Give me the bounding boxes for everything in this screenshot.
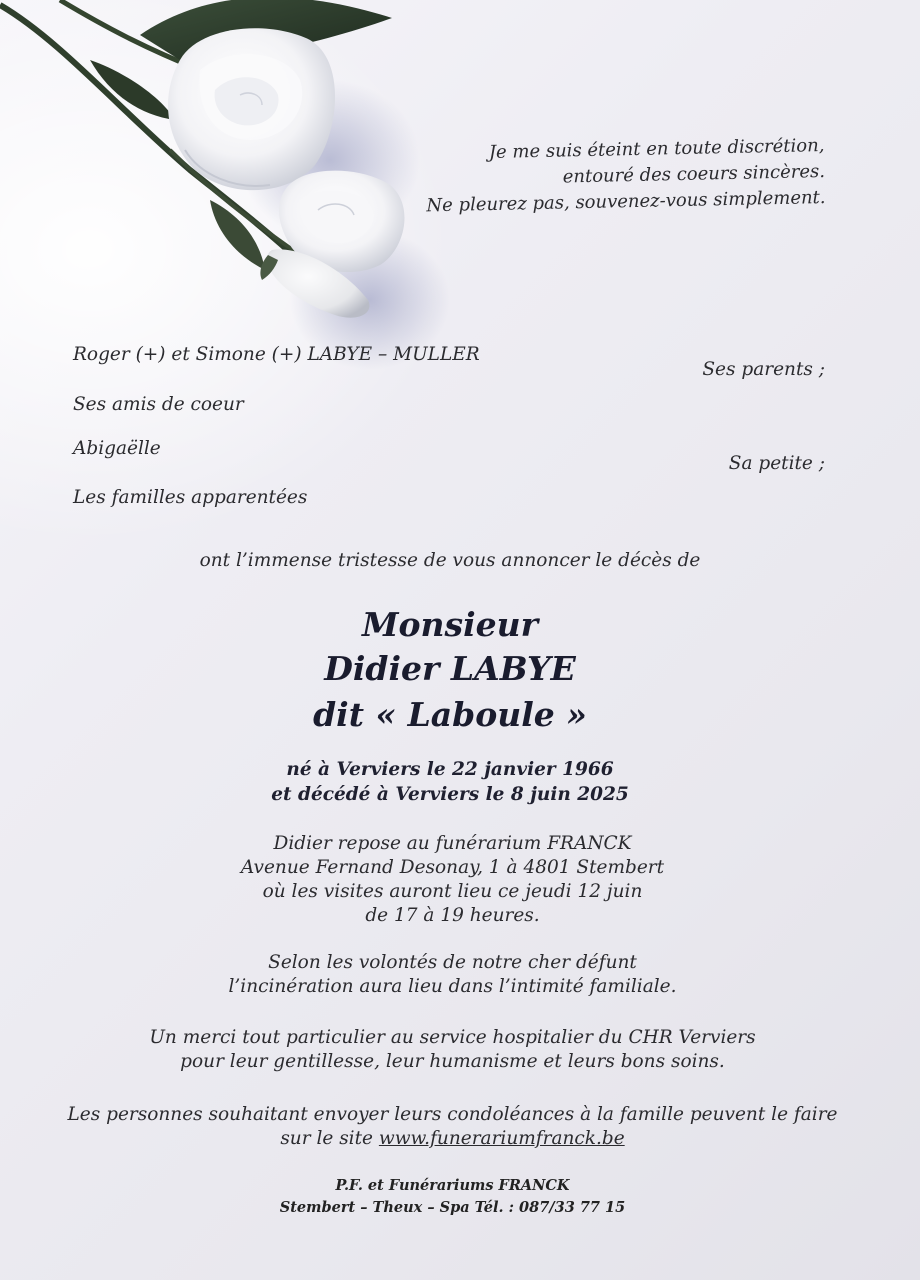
visitation-line-1: Didier repose au funérarium FRANCK	[273, 833, 632, 854]
daughter-name: Abigaëlle	[73, 438, 161, 459]
white-roses-illustration	[0, 0, 460, 400]
funeral-home-name: P.F. et Funérariums FRANCK	[335, 1177, 570, 1194]
thanks-line-2: pour leur gentillesse, leur humanisme et leurs bons soins.	[180, 1051, 725, 1072]
relatives-label: Les familles apparentées	[73, 487, 308, 508]
cremation-line-1: Selon les volontés de notre cher défunt	[268, 952, 637, 973]
visitation-line-4: de 17 à 19 heures.	[365, 905, 540, 926]
cremation-info	[0, 951, 905, 999]
funeral-website-link[interactable]: www.funerariumfranck.be	[378, 1128, 625, 1149]
cremation-line-2: l’incinération aura lieu dans l’intimité familiale.	[228, 976, 677, 997]
condolences-prefix: sur le site	[280, 1128, 379, 1149]
death-date: et décédé à Verviers le 8 juin 2025	[271, 784, 629, 805]
visitation-line-2: Avenue Fernand Desonay, 1 à 4801 Stembert	[240, 857, 665, 878]
condolences-line-1: Les personnes souhaitant envoyer leurs condoléances à la famille peuvent le faire	[67, 1104, 838, 1125]
thanks-message	[0, 1026, 905, 1074]
quote-line-1: Je me suis éteint en toute discrétion,	[488, 134, 825, 164]
funeral-home-contact: Stembert – Theux – Spa Tél. : 087/33 77 15	[279, 1199, 626, 1216]
announcement-text: ont l’immense tristesse de vous annoncer le décès de	[199, 550, 701, 571]
thanks-line-1: Un merci tout particulier au service hospitalier du CHR Verviers	[149, 1027, 756, 1048]
condolences-info	[0, 1103, 905, 1151]
parents-role: Ses parents ;	[702, 359, 825, 380]
birth-date: né à Verviers le 22 janvier 1966	[286, 759, 614, 780]
quote-line-3: Ne pleurez pas, souvenez-vous simplement.	[426, 186, 826, 217]
daughter-role: Sa petite ;	[728, 453, 825, 474]
deceased-nickname: dit « Laboule »	[313, 695, 587, 734]
visitation-line-3: où les visites auront lieu ce jeudi 12 juin	[262, 881, 643, 902]
condolences-line-2	[0, 1127, 905, 1151]
deceased-name: Didier LABYE	[324, 649, 576, 688]
parents-names: Roger (+) et Simone (+) LABYE – MULLER	[73, 344, 480, 365]
friends-label: Ses amis de coeur	[73, 394, 244, 415]
visitation-info	[0, 832, 905, 928]
deceased-title: Monsieur	[361, 605, 539, 644]
epitaph-quote	[425, 133, 826, 219]
quote-line-2: entouré des coeurs sincères.	[562, 160, 826, 188]
